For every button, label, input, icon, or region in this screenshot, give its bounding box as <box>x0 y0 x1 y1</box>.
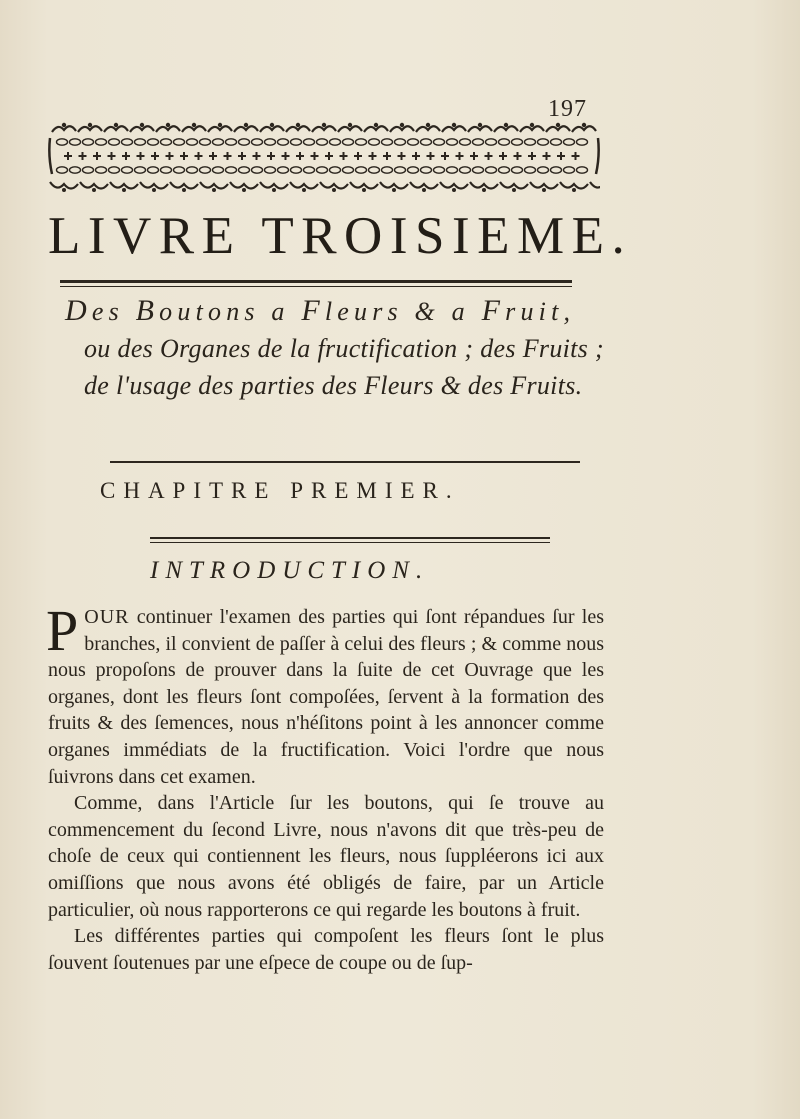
paragraph-1 <box>46 598 604 790</box>
subtitle-word: es <box>91 297 136 326</box>
first-word-smallcaps: OUR <box>84 606 130 628</box>
subtitle-word: ruit, <box>505 297 576 326</box>
ornament-bottom-band <box>50 182 600 192</box>
subtitle-first-line <box>65 292 605 330</box>
subtitle-initial: D <box>65 294 92 327</box>
book-title: LIVRE TROISIEME. <box>48 207 633 265</box>
chapter-heading: CHAPITRE PREMIER. <box>100 478 460 503</box>
paragraph-1-text: continuer l'examen des parties qui ſont répandues ſur les branches, il convient de paſſer à celui des fleurs ; & comme nous nous propoſons de prouver dans la ſuite de cet Ouvrage que les organes, dont les fleurs ſont compoſées, ſervent à la formation des fruits & des ſemences, nous n'héſitons point à les annoncer comme organes immédiats de la fructification. Voici l'ordre que nous ſuivrons dans cet examen. <box>48 606 604 788</box>
page-number: 197 <box>548 96 587 122</box>
chapter-rule-thick <box>150 537 550 539</box>
decorative-headpiece <box>48 120 600 196</box>
title-rule-thick <box>60 280 572 283</box>
ornament-chain-row-1 <box>57 139 588 145</box>
title-rule-thin <box>60 286 572 287</box>
chapter-rule-thin <box>150 542 550 543</box>
subtitle-rule <box>110 461 580 463</box>
body-text <box>46 598 604 976</box>
paragraph-2: Comme, dans l'Article ſur les boutons, qui ſe trouve au commencement du ſecond Livre, nous n'avons dit que très-peu de choſe de ceux qui contiennent les fleurs, nous ſuppléerons ici aux omiſſions que nous avons été obligés de faire, par un Article particulier, où nous rapporterons ce qui regarde les boutons à fruit. <box>48 792 604 921</box>
ornament-chain-row-2 <box>57 167 588 173</box>
headpiece-ornament-icon <box>48 120 600 196</box>
book-subtitle <box>65 292 605 404</box>
subtitle-word: outons a <box>159 297 302 326</box>
subtitle-initial: B <box>135 294 160 327</box>
paragraph-3: Les différentes parties qui compoſent les fleurs ſont le plus ſouvent ſoutenues par une eſpece de coupe ou de ſup- <box>48 925 604 974</box>
subtitle-rest: ou des Organes de la fructification ; des Fruits ; de l'usage des parties des Fleurs & des Fruits. <box>84 334 604 400</box>
subtitle-word: leurs & a <box>324 297 482 326</box>
section-heading: INTRODUCTION. <box>150 557 430 584</box>
subtitle-initial: F <box>481 294 506 327</box>
subtitle-initial: F <box>301 294 325 327</box>
drop-cap: P <box>46 598 79 663</box>
ornament-top-band <box>52 123 596 132</box>
